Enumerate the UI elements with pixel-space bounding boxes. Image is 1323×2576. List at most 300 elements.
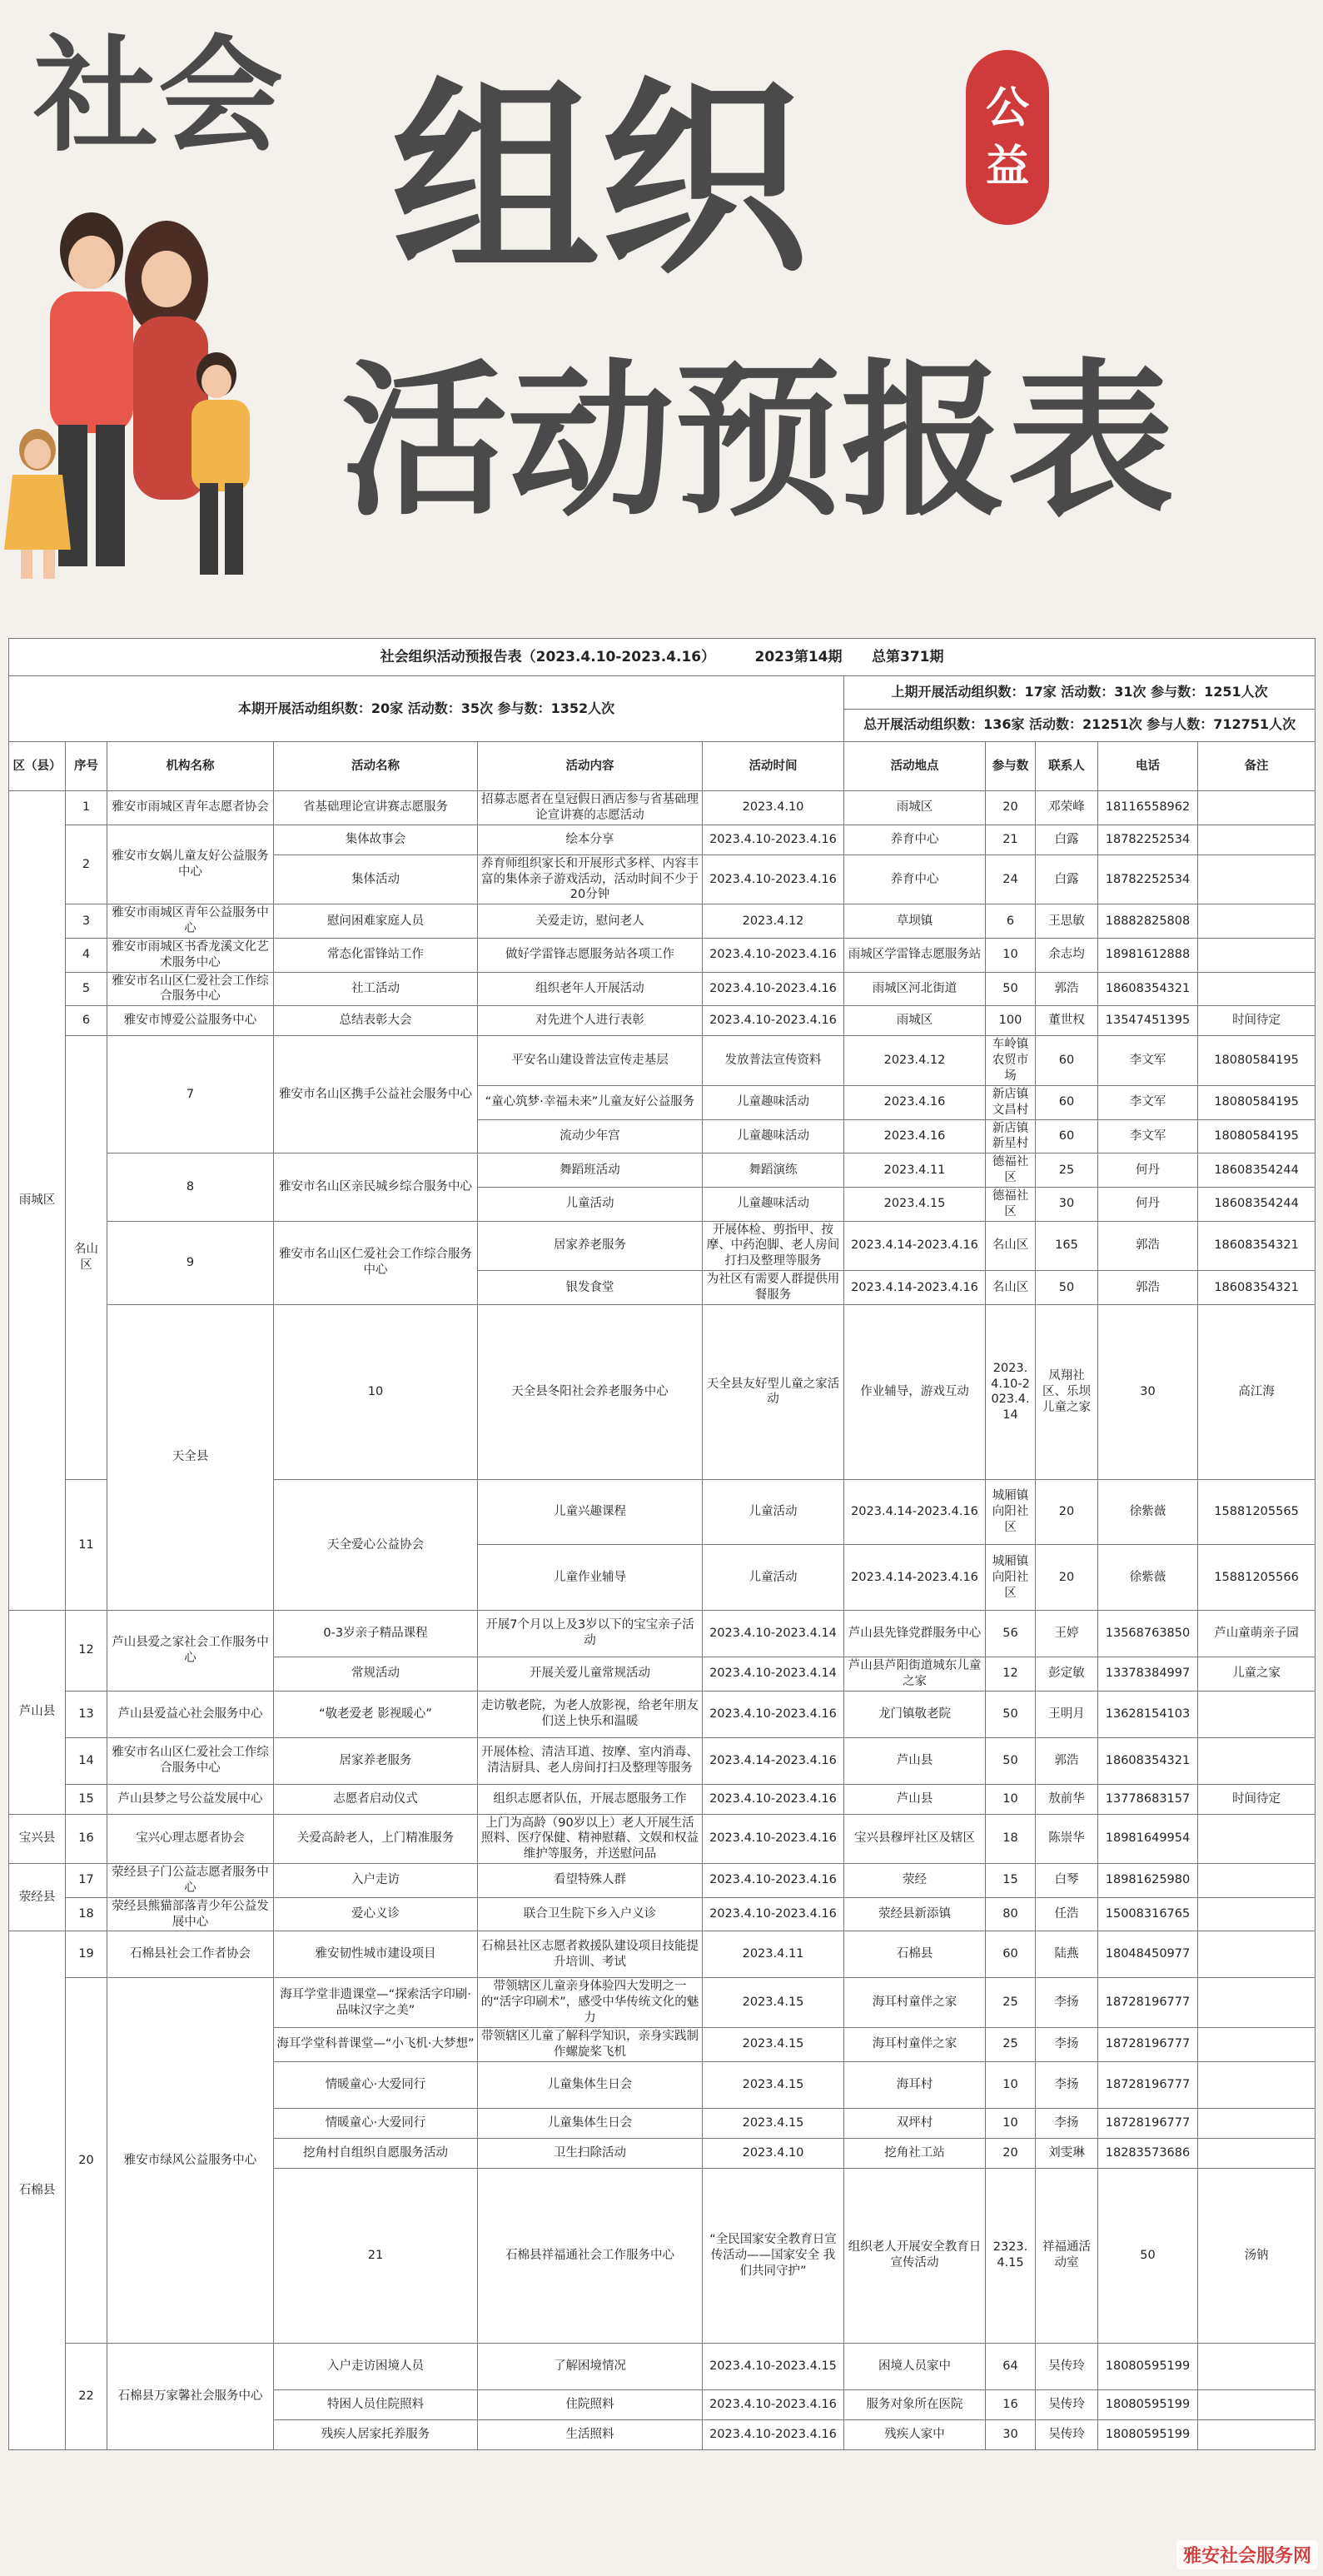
organization-cell: 石棉县社会工作者协会	[107, 1931, 274, 1978]
activity-time-cell: 2023.4.10-2023.4.16	[703, 1691, 844, 1737]
activity-place-cell: 困境人员家中	[844, 2343, 986, 2389]
activity-content-cell: 儿童活动	[703, 1480, 844, 1545]
participants-cell: 30	[1098, 1304, 1198, 1479]
phone-cell: 13547451395	[1098, 1006, 1198, 1036]
activity-time-cell: 2023.4.10-2023.4.14	[703, 1657, 844, 1691]
activity-time-cell: 2023.4.10-2023.4.16	[703, 2419, 844, 2449]
contact-cell: 高江海	[1198, 1304, 1316, 1479]
serial-cell: 8	[107, 1153, 274, 1221]
activity-name-cell: 天全县友好型儿童之家活动	[703, 1304, 844, 1479]
district-cell: 名山区	[66, 1036, 107, 1480]
activity-place-cell: 养育中心	[844, 825, 986, 855]
activity-place-cell: 新店镇新星村	[986, 1119, 1036, 1153]
participants-cell: 10	[986, 938, 1036, 972]
remark-cell	[1198, 2027, 1316, 2061]
activity-time-cell: 2023.4.10-2023.4.16	[703, 1897, 844, 1931]
activity-time-cell: 2023.4.14-2023.4.16	[844, 1221, 986, 1271]
activity-content-cell: 卫生扫除活动	[478, 2138, 703, 2168]
participants-cell: 20	[1036, 1480, 1098, 1545]
activity-place-cell: 雨城区学雷锋志愿服务站	[844, 938, 986, 972]
activity-content-cell: 组织老人开展安全教育日宣传活动	[844, 2168, 986, 2343]
organization-cell: 雅安市名山区携手公益社会服务中心	[274, 1036, 478, 1153]
activity-place-cell: 雨城区	[844, 1006, 986, 1036]
activity-name-cell: “敬老爱老 影视暖心”	[274, 1691, 478, 1737]
participants-cell: 10	[986, 2061, 1036, 2108]
activity-name-cell: 0-3岁亲子精品课程	[274, 1610, 478, 1657]
activity-name-cell: 社工活动	[274, 972, 478, 1006]
column-header: 电话	[1098, 742, 1198, 791]
contact-cell: 李文军	[1098, 1036, 1198, 1086]
phone-cell: 18782252534	[1098, 825, 1198, 855]
summary-row-1	[9, 676, 1316, 710]
activity-name-cell: 儿童兴趣课程	[478, 1480, 703, 1545]
activity-time-cell: 2023.4.10-2023.4.14	[703, 1610, 844, 1657]
activity-name-cell: 平安名山建设普法宣传走基层	[478, 1036, 703, 1086]
activity-forecast-table-wrap	[8, 638, 1315, 2450]
activity-time-cell: 2023.4.10	[703, 2138, 844, 2168]
participants-cell: 60	[1036, 1119, 1098, 1153]
participants-cell: 16	[986, 2389, 1036, 2419]
activity-name-cell: 关爱高龄老人，上门精准服务	[274, 1814, 478, 1864]
activity-name-cell: 集体活动	[274, 855, 478, 904]
activity-place-cell: 凤翔社区、乐坝儿童之家	[1036, 1304, 1098, 1479]
activity-place-cell: 服务对象所在医院	[844, 2389, 986, 2419]
phone-cell: 18080584195	[1198, 1085, 1316, 1119]
contact-cell: 汤钠	[1198, 2168, 1316, 2343]
serial-cell: 13	[66, 1691, 107, 1737]
serial-cell: 2	[66, 825, 107, 904]
contact-cell: 李文军	[1098, 1085, 1198, 1119]
table-row	[9, 1737, 1316, 1784]
activity-content-cell: 儿童趣味活动	[703, 1187, 844, 1221]
activity-name-cell: “童心筑梦·幸福未来”儿童友好公益服务	[478, 1085, 703, 1119]
participants-cell: 20	[986, 791, 1036, 825]
activity-name-cell: 舞蹈班活动	[478, 1153, 703, 1188]
activity-content-cell: 开展体检、清洁耳道、按摩、室内消毒、清洁厨具、老人房间打扫及整理等服务	[478, 1737, 703, 1784]
activity-content-cell: 了解困境情况	[478, 2343, 703, 2389]
phone-cell: 15881205566	[1198, 1545, 1316, 1610]
phone-cell: 18608354244	[1198, 1187, 1316, 1221]
column-header: 活动地点	[844, 742, 986, 791]
participants-cell: 50	[986, 972, 1036, 1006]
serial-cell: 14	[66, 1737, 107, 1784]
contact-cell: 余志均	[1036, 938, 1098, 972]
phone-cell: 15008316765	[1098, 1897, 1198, 1931]
phone-cell: 18728196777	[1098, 1978, 1198, 2028]
activity-name-cell: 省基础理论宣讲赛志愿服务	[274, 791, 478, 825]
serial-cell: 17	[66, 1864, 107, 1898]
phone-cell: 18608354321	[1098, 1737, 1198, 1784]
participants-cell: 80	[986, 1897, 1036, 1931]
activity-place-cell: 车岭镇农贸市场	[986, 1036, 1036, 1086]
table-row	[9, 1931, 1316, 1978]
activity-place-cell: 龙门镇敬老院	[844, 1691, 986, 1737]
phone-cell: 13568763850	[1098, 1610, 1198, 1657]
organization-cell: 雅安市雨城区青年公益服务中心	[107, 904, 274, 939]
remark-cell	[1198, 972, 1316, 1006]
contact-cell: 王婷	[1036, 1610, 1098, 1657]
activity-place-cell: 双坪村	[844, 2108, 986, 2138]
phone-cell: 18981649954	[1098, 1814, 1198, 1864]
activity-time-cell: 2023.4.15	[703, 2108, 844, 2138]
phone-cell: 15881205565	[1198, 1480, 1316, 1545]
serial-cell: 1	[66, 791, 107, 825]
activity-content-cell: 生活照料	[478, 2419, 703, 2449]
phone-cell: 18080584195	[1198, 1119, 1316, 1153]
activity-content-cell: 开展体检、剪指甲、按摩、中药泡脚、老人房间打扫及整理等服务	[703, 1221, 844, 1271]
caption-title: 社会组织活动预报告表（2023.4.10-2023.4.16）	[380, 648, 716, 665]
header-banner	[0, 0, 1323, 633]
remark-cell	[1198, 1897, 1316, 1931]
table-row	[9, 1814, 1316, 1864]
activity-place-cell: 雨城区河北街道	[844, 972, 986, 1006]
phone-cell: 18608354321	[1198, 1221, 1316, 1271]
activity-place-cell: 芦山县先锋党群服务中心	[844, 1610, 986, 1657]
contact-cell: 郭浩	[1036, 1737, 1098, 1784]
activity-forecast-table	[8, 638, 1316, 2450]
last-summary: 上期开展活动组织数：17家 活动数：31次 参与数：1251人次	[844, 676, 1316, 710]
organization-cell: 石棉县万家馨社会服务中心	[107, 2343, 274, 2449]
serial-cell: 22	[66, 2343, 107, 2449]
activity-time-cell: 2023.4.15	[844, 1187, 986, 1221]
participants-cell: 64	[986, 2343, 1036, 2389]
activity-place-cell: 名山区	[986, 1221, 1036, 1271]
activity-time-cell: 2023.4.16	[844, 1119, 986, 1153]
contact-cell: 徐紫薇	[1098, 1480, 1198, 1545]
organization-cell: 雅安市雨城区书香龙溪文化艺术服务中心	[107, 938, 274, 972]
table-row	[9, 791, 1316, 825]
activity-name-cell: 集体故事会	[274, 825, 478, 855]
activity-time-cell: 2023.4.10-2023.4.16	[703, 1784, 844, 1814]
remark-cell	[1198, 825, 1316, 855]
activity-place-cell: 海耳村童伴之家	[844, 2027, 986, 2061]
activity-time-cell: 2023.4.15	[703, 2027, 844, 2061]
activity-time-cell: 2023.4.10-2023.4.16	[703, 938, 844, 972]
activity-name-cell: 常规活动	[274, 1657, 478, 1691]
participants-cell: 25	[986, 2027, 1036, 2061]
activity-time-cell: 2023.4.16	[844, 1085, 986, 1119]
activity-name-cell: 居家养老服务	[478, 1221, 703, 1271]
participants-cell: 50	[1036, 1271, 1098, 1305]
activity-name-cell: 特困人员住院照料	[274, 2389, 478, 2419]
activity-place-cell: 海耳村	[844, 2061, 986, 2108]
table-row	[9, 1610, 1316, 1657]
contact-cell: 郭浩	[1098, 1221, 1198, 1271]
current-summary: 本期开展活动组织数：20家 活动数：35次 参与数：1352人次	[9, 676, 844, 742]
table-row	[9, 1897, 1316, 1931]
activity-content-cell: 儿童活动	[703, 1545, 844, 1610]
activity-content-cell: 做好学雷锋志愿服务站各项工作	[478, 938, 703, 972]
title-line-3: 活动预报表	[341, 343, 1175, 539]
activity-place-cell: 石棉县	[844, 1931, 986, 1978]
district-cell: 宝兴县	[9, 1814, 66, 1864]
organization-cell: 雅安市女娲儿童友好公益服务中心	[107, 825, 274, 904]
activity-content-cell: 联合卫生院下乡入户义诊	[478, 1897, 703, 1931]
phone-cell: 13778683157	[1098, 1784, 1198, 1814]
serial-cell: 18	[66, 1897, 107, 1931]
table-row	[9, 2343, 1316, 2389]
table-caption	[9, 639, 1316, 676]
column-header: 机构名称	[107, 742, 274, 791]
remark-cell	[1198, 855, 1316, 904]
contact-cell: 徐紫薇	[1098, 1545, 1198, 1610]
participants-cell: 50	[1098, 2168, 1198, 2343]
organization-cell: 芦山县爱之家社会工作服务中心	[107, 1610, 274, 1691]
activity-name-cell: 流动少年宫	[478, 1119, 703, 1153]
contact-cell: 李扬	[1036, 1978, 1098, 2028]
organization-cell: 芦山县梦之号公益发展中心	[107, 1784, 274, 1814]
serial-cell: 16	[66, 1814, 107, 1864]
activity-content-cell: 儿童趣味活动	[703, 1119, 844, 1153]
table-row	[9, 1153, 1316, 1188]
activity-time-cell: 2023.4.10-2023.4.16	[703, 825, 844, 855]
district-cell: 石棉县	[9, 1931, 66, 2450]
activity-time-cell: 2023.4.10-2023.4.16	[703, 1006, 844, 1036]
activity-place-cell: 海耳村童伴之家	[844, 1978, 986, 2028]
column-header: 序号	[66, 742, 107, 791]
serial-cell: 4	[66, 938, 107, 972]
activity-name-cell: 情暖童心·大爱同行	[274, 2108, 478, 2138]
table-row	[9, 938, 1316, 972]
activity-time-cell: 2023.4.10-2023.4.16	[703, 2389, 844, 2419]
phone-cell: 18728196777	[1098, 2027, 1198, 2061]
contact-cell: 任浩	[1036, 1897, 1098, 1931]
contact-cell: 白琴	[1036, 1864, 1098, 1898]
caption-total-issue: 总第371期	[872, 648, 944, 665]
remark-cell	[1198, 2343, 1316, 2389]
phone-cell: 18981625980	[1098, 1864, 1198, 1898]
activity-content-cell: 看望特殊人群	[478, 1864, 703, 1898]
public-welfare-seal: 公益	[966, 50, 1049, 225]
district-cell: 天全县	[107, 1304, 274, 1610]
activity-time-cell: 2023.4.11	[703, 1931, 844, 1978]
activity-name-cell: 海耳学堂非遗课堂—“探索活字印刷·品味汉字之美”	[274, 1978, 478, 2028]
participants-cell: 24	[986, 855, 1036, 904]
remark-cell	[1198, 1931, 1316, 1978]
participants-cell: 56	[986, 1610, 1036, 1657]
table-row	[9, 1221, 1316, 1271]
activity-content-cell: 发放普法宣传资料	[703, 1036, 844, 1086]
table-row	[9, 1006, 1316, 1036]
participants-cell: 20	[986, 2138, 1036, 2168]
activity-place-cell: 残疾人家中	[844, 2419, 986, 2449]
phone-cell: 13628154103	[1098, 1691, 1198, 1737]
activity-content-cell: 儿童集体生日会	[478, 2061, 703, 2108]
activity-content-cell: 舞蹈演练	[703, 1153, 844, 1188]
table-row	[9, 1784, 1316, 1814]
activity-content-cell: 关爱走访，慰问老人	[478, 904, 703, 939]
activity-place-cell: 荥经	[844, 1864, 986, 1898]
activity-content-cell: 住院照料	[478, 2389, 703, 2419]
serial-cell: 6	[66, 1006, 107, 1036]
activity-time-cell: 2023.4.14-2023.4.16	[844, 1480, 986, 1545]
phone-cell: 18608354321	[1198, 1271, 1316, 1305]
remark-cell	[1198, 1814, 1316, 1864]
serial-cell: 7	[107, 1036, 274, 1153]
serial-cell: 11	[66, 1480, 107, 1611]
family-illustration	[0, 200, 283, 583]
remark-cell: 儿童之家	[1198, 1657, 1316, 1691]
activity-content-cell: 作业辅导，游戏互动	[844, 1304, 986, 1479]
column-header: 活动时间	[703, 742, 844, 791]
activity-name-cell: 入户走访	[274, 1864, 478, 1898]
remark-cell	[1198, 938, 1316, 972]
activity-name-cell: 爱心义诊	[274, 1897, 478, 1931]
activity-place-cell: 芦山县芦阳街道城东儿童之家	[844, 1657, 986, 1691]
remark-cell	[1198, 1864, 1316, 1898]
activity-content-cell: 上门为高龄（90岁以上）老人开展生活照料、医疗保健、精神慰藉、文娱和权益维护等服务，并送慰问品	[478, 1814, 703, 1864]
activity-content-cell: 绘本分享	[478, 825, 703, 855]
contact-cell: 李扬	[1036, 2108, 1098, 2138]
remark-cell	[1198, 2108, 1316, 2138]
activity-place-cell: 养育中心	[844, 855, 986, 904]
activity-content-cell: 带领辖区儿童亲身体验四大发明之一的“活字印刷术”，感受中华传统文化的魅力	[478, 1978, 703, 2028]
contact-cell: 董世权	[1036, 1006, 1098, 1036]
contact-cell: 李扬	[1036, 2027, 1098, 2061]
title-line-1: 社会	[33, 22, 284, 169]
activity-place-cell: 德福社区	[986, 1153, 1036, 1188]
activity-name-cell: 银发食堂	[478, 1271, 703, 1305]
participants-cell: 50	[986, 1737, 1036, 1784]
column-header: 联系人	[1036, 742, 1098, 791]
participants-cell: 12	[986, 1657, 1036, 1691]
phone-cell: 18728196777	[1098, 2108, 1198, 2138]
column-header: 活动名称	[274, 742, 478, 791]
remark-cell	[1198, 904, 1316, 939]
contact-cell: 王明月	[1036, 1691, 1098, 1737]
activity-name-cell: 雅安韧性城市建设项目	[274, 1931, 478, 1978]
organization-cell: 雅安市名山区仁爱社会工作综合服务中心	[107, 972, 274, 1006]
activity-name-cell: 入户走访困境人员	[274, 2343, 478, 2389]
activity-time-cell: 2023.4.10-2023.4.16	[703, 972, 844, 1006]
organization-cell: 宝兴心理志愿者协会	[107, 1814, 274, 1864]
remark-cell: 时间待定	[1198, 1784, 1316, 1814]
activity-place-cell: 草坝镇	[844, 904, 986, 939]
activity-content-cell: 开展关爱儿童常规活动	[478, 1657, 703, 1691]
serial-cell: 5	[66, 972, 107, 1006]
contact-cell: 李文军	[1098, 1119, 1198, 1153]
organization-cell: 雅安市名山区仁爱社会工作综合服务中心	[274, 1221, 478, 1304]
phone-cell: 18080595199	[1098, 2419, 1198, 2449]
district-cell: 荥经县	[9, 1864, 66, 1931]
activity-time-cell: 2323.4.15	[986, 2168, 1036, 2343]
table-row	[9, 1691, 1316, 1737]
remark-cell	[1198, 1737, 1316, 1784]
contact-cell: 吴传玲	[1036, 2419, 1098, 2449]
participants-cell: 25	[1036, 1153, 1098, 1188]
serial-cell: 15	[66, 1784, 107, 1814]
activity-place-cell: 名山区	[986, 1271, 1036, 1305]
activity-time-cell: 2023.4.15	[703, 2061, 844, 2108]
activity-content-cell: 儿童集体生日会	[478, 2108, 703, 2138]
organization-cell: 雅安市名山区仁爱社会工作综合服务中心	[107, 1737, 274, 1784]
caption-issue: 2023第14期	[754, 648, 843, 665]
column-header: 备注	[1198, 742, 1316, 791]
serial-cell: 21	[274, 2168, 478, 2343]
remark-cell	[1198, 1978, 1316, 2028]
contact-cell: 刘雯琳	[1036, 2138, 1098, 2168]
phone-cell: 18283573686	[1098, 2138, 1198, 2168]
activity-name-cell: “全民国家安全教育日宣传活动——国家安全 我们共同守护”	[703, 2168, 844, 2343]
organization-cell: 天全爱心公益协会	[274, 1480, 478, 1611]
activity-time-cell: 2023.4.14-2023.4.16	[844, 1545, 986, 1610]
phone-cell: 18882825808	[1098, 904, 1198, 939]
activity-content-cell: 儿童趣味活动	[703, 1085, 844, 1119]
total-summary: 总开展活动组织数：136家 活动数：21251次 参与人数：712751人次	[844, 709, 1316, 742]
activity-content-cell: 对先进个人进行表彰	[478, 1006, 703, 1036]
participants-cell: 10	[986, 1784, 1036, 1814]
activity-name-cell: 慰问困难家庭人员	[274, 904, 478, 939]
activity-place-cell: 德福社区	[986, 1187, 1036, 1221]
activity-name-cell: 挖角村自组织自愿服务活动	[274, 2138, 478, 2168]
activity-content-cell: 为社区有需要人群提供用餐服务	[703, 1271, 844, 1305]
activity-place-cell: 城厢镇向阳社区	[986, 1545, 1036, 1610]
activity-name-cell: 儿童活动	[478, 1187, 703, 1221]
participants-cell: 18	[986, 1814, 1036, 1864]
activity-content-cell: 组织老年人开展活动	[478, 972, 703, 1006]
contact-cell: 李扬	[1036, 2061, 1098, 2108]
activity-place-cell: 祥福通活动室	[1036, 2168, 1098, 2343]
table-caption-row	[9, 639, 1316, 676]
phone-cell: 18080584195	[1198, 1036, 1316, 1086]
activity-content-cell: 带领辖区儿童了解科学知识，亲身实践制作螺旋桨飞机	[478, 2027, 703, 2061]
table-row	[9, 825, 1316, 855]
activity-time-cell: 2023.4.11	[844, 1153, 986, 1188]
serial-cell: 3	[66, 904, 107, 939]
phone-cell: 18782252534	[1098, 855, 1198, 904]
remark-cell	[1198, 2061, 1316, 2108]
district-cell: 芦山县	[9, 1610, 66, 1814]
serial-cell: 20	[66, 1978, 107, 2344]
serial-cell: 19	[66, 1931, 107, 1978]
participants-cell: 100	[986, 1006, 1036, 1036]
participants-cell: 6	[986, 904, 1036, 939]
activity-place-cell: 荥经县新添镇	[844, 1897, 986, 1931]
phone-cell: 18080595199	[1098, 2343, 1198, 2389]
organization-cell: 雅安市名山区亲民城乡综合服务中心	[274, 1153, 478, 1221]
activity-name-cell: 常态化雷锋站工作	[274, 938, 478, 972]
activity-place-cell: 芦山县	[844, 1737, 986, 1784]
activity-content-cell: 石棉县社区志愿者救援队建设项目技能提升培训、考试	[478, 1931, 703, 1978]
contact-cell: 彭定敏	[1036, 1657, 1098, 1691]
serial-cell: 9	[107, 1221, 274, 1304]
phone-cell: 18048450977	[1098, 1931, 1198, 1978]
organization-cell: 雅安市绿风公益服务中心	[107, 1978, 274, 2344]
activity-name-cell: 情暖童心·大爱同行	[274, 2061, 478, 2108]
activity-time-cell: 2023.4.12	[844, 1036, 986, 1086]
participants-cell: 60	[1036, 1085, 1098, 1119]
contact-cell: 白露	[1036, 825, 1098, 855]
activity-content-cell: 组织志愿者队伍，开展志愿服务工作	[478, 1784, 703, 1814]
activity-place-cell: 芦山县	[844, 1784, 986, 1814]
participants-cell: 25	[986, 1978, 1036, 2028]
contact-cell: 郭浩	[1098, 1271, 1198, 1305]
table-row	[9, 1978, 1316, 2028]
column-header: 活动内容	[478, 742, 703, 791]
phone-cell: 18981612888	[1098, 938, 1198, 972]
activity-place-cell: 挖角社工站	[844, 2138, 986, 2168]
table-row	[9, 1304, 1316, 1479]
activity-content-cell: 走访敬老院，为老人放影视，给老年朋友们送上快乐和温暖	[478, 1691, 703, 1737]
site-watermark: 雅安社会服务网	[1176, 2540, 1318, 2569]
activity-time-cell: 2023.4.10-2023.4.14	[986, 1304, 1036, 1479]
participants-cell: 165	[1036, 1221, 1098, 1271]
participants-cell: 60	[986, 1931, 1036, 1978]
serial-cell: 10	[274, 1304, 478, 1479]
district-cell: 雨城区	[9, 791, 66, 1611]
contact-cell: 何丹	[1098, 1187, 1198, 1221]
column-header: 参与数	[986, 742, 1036, 791]
